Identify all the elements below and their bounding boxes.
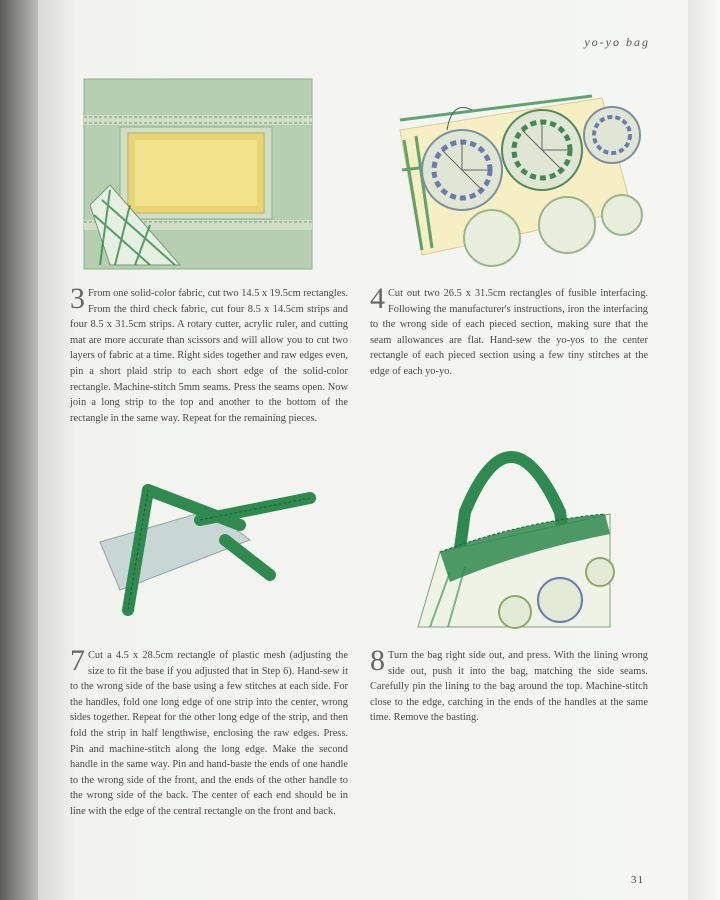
- illustration-pieced-rectangle: [80, 75, 320, 275]
- page-header-title: yo-yo bag: [584, 35, 650, 49]
- step-number: 3: [70, 282, 85, 315]
- step-8: [370, 644, 648, 726]
- step-number: 4: [370, 282, 385, 315]
- illustration-yoyo-panel: [392, 90, 637, 260]
- step-number: 7: [70, 644, 85, 677]
- step-4: [370, 282, 648, 380]
- page-edge: [688, 0, 720, 900]
- step-text: From one solid-color fabric, cut two 14.5 x 19.5cm rectangles. From the third check fabric, cut four 8.5 x 14.5cm strips and four 8.5 x 31.5cm strips. A rotary cutter, acrylic ruler, and cutting mat are more accurate than scissors and will allow you to cut two layers of fabric at a time. Right sides together and raw edges even, pin a short plaid strip to each short edge of the solid-color rectangle. Machine-stitch 5mm seams. Press the seams open. Now join a long strip to the top and another to the bottom of the rectangle in the same way. Repeat for the remaining pieces.: [70, 288, 348, 424]
- page-number: 31: [631, 874, 644, 886]
- step-text: Cut a 4.5 x 28.5cm rectangle of plastic mesh (adjusting the size to fit the base if you adjusted that in Step 6). Hand-sew it to the wrong side of the base using a few stitches at each side. For the handles, fold one long edge of one strip into the center, wrong sides together. Repeat for the other long edge of the strip, and then fold the strip in half lengthwise, enclosing the raw edges. Press. Pin and machine-stitch along the long edge. Make the second handle in the same way. Pin and hand-baste the ends of one handle to the wrong side of the front, and the ends of the other handle to the wrong side of the back. The center of each end should be in line with the edge of the central rectangle on the front and back.: [70, 650, 348, 817]
- illustration-handle-folding: [90, 480, 330, 620]
- step-text: Turn the bag right side out, and press. With the lining wrong side out, push it into the bag, matching the side seams. Carefully pin the lining to the bag around the top. Machine-stitch close to the edge, catching in the ends of the handles at the same time. Remove the basting.: [370, 650, 648, 724]
- step-text: Cut out two 26.5 x 31.5cm rectangles of fusible interfacing. Following the manufacturer's instructions, iron the interfacing to the wrong side of each pieced section, making sure that the seam allowances are flat. Hand-sew the yo-yos to the center rectangle of each pieced section using a few tiny stitches at the edge of each yo-yo.: [370, 288, 648, 377]
- step-3: [70, 282, 348, 426]
- illustration-finished-bag: [410, 422, 610, 632]
- step-number: 8: [370, 644, 385, 677]
- step-7: [70, 644, 348, 820]
